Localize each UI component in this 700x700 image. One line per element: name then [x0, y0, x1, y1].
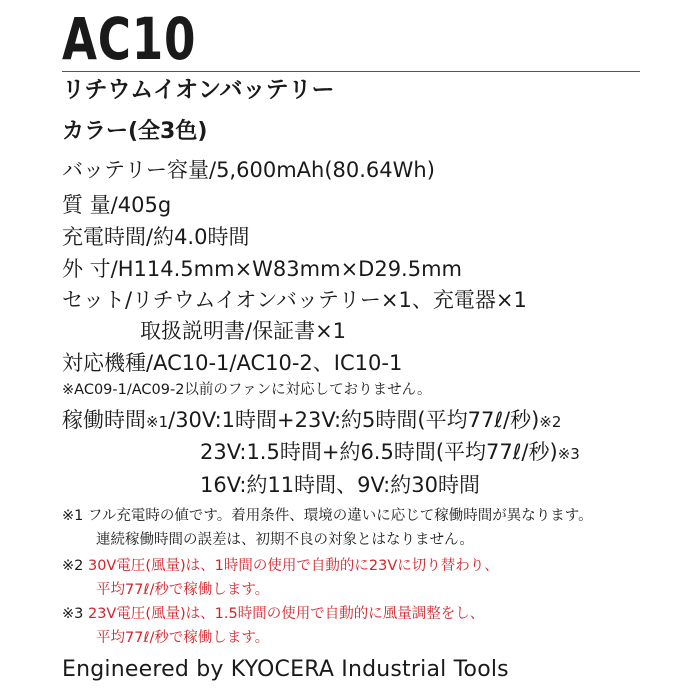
spec-dimensions: 外 寸/H114.5mm×W83mm×D29.5mm	[62, 257, 463, 281]
color-heading: カラー(全3色)	[62, 119, 208, 144]
runtime-label: 稼働時間	[62, 408, 146, 432]
note-3-mark: ※3	[62, 606, 84, 622]
note-2-line2: 平均77ℓ/秒で稼働します。	[96, 582, 270, 598]
title-divider	[62, 71, 640, 72]
runtime-mark1: ※1	[146, 413, 169, 431]
note-1-line1	[62, 506, 593, 526]
note-2-text: 30V電圧(風量)は、1時間の使用で自動的に23Vに切り替わり、	[87, 558, 499, 574]
spec-weight: 質 量/405g	[62, 193, 172, 217]
runtime-line1	[62, 407, 561, 435]
spec-compatible: 対応機種/AC10-1/AC10-2、IC10-1	[62, 351, 403, 375]
note-2-mark: ※2	[62, 558, 84, 574]
note-1-text: フル充電時の値です。着用条件、環境の違いに応じて稼働時間が異なります。	[87, 508, 593, 524]
runtime-text2: 23V:1.5時間+約6.5時間(平均77ℓ/秒)	[200, 440, 558, 464]
model-title: AC10	[62, 5, 197, 73]
runtime-mark3: ※3	[557, 445, 580, 463]
note-3-text: 23V電圧(風量)は、1.5時間の使用で自動的に風量調整をし、	[87, 606, 485, 622]
footer-credit: Engineered by KYOCERA Industrial Tools	[62, 657, 509, 682]
note-1-mark: ※1	[62, 508, 84, 524]
spec-set-line1: セット/リチウムイオンバッテリー×1、充電器×1	[62, 288, 527, 312]
runtime-line2	[200, 439, 580, 467]
note-1-line2: 連続稼働時間の誤差は、初期不良の対象とはなりません。	[96, 532, 474, 548]
note-3-line2: 平均77ℓ/秒で稼働します。	[96, 630, 270, 646]
runtime-text1: /30V:1時間+23V:約5時間(平均77ℓ/秒)	[168, 408, 540, 432]
spec-capacity: バッテリー容量/5,600mAh(80.64Wh)	[62, 158, 435, 182]
spec-charge-time: 充電時間/約4.0時間	[62, 225, 250, 249]
note-2-line1	[62, 556, 499, 576]
spec-set-line2: 取扱説明書/保証書×1	[140, 319, 347, 343]
runtime-mark2: ※2	[539, 413, 562, 431]
runtime-line3: 16V:約11時間、9V:約30時間	[200, 473, 480, 497]
note-3-line1	[62, 604, 484, 624]
product-name: リチウムイオンバッテリー	[62, 77, 335, 103]
compat-note: ※AC09-1/AC09-2以前のファンに対応しておりません。	[62, 382, 432, 398]
